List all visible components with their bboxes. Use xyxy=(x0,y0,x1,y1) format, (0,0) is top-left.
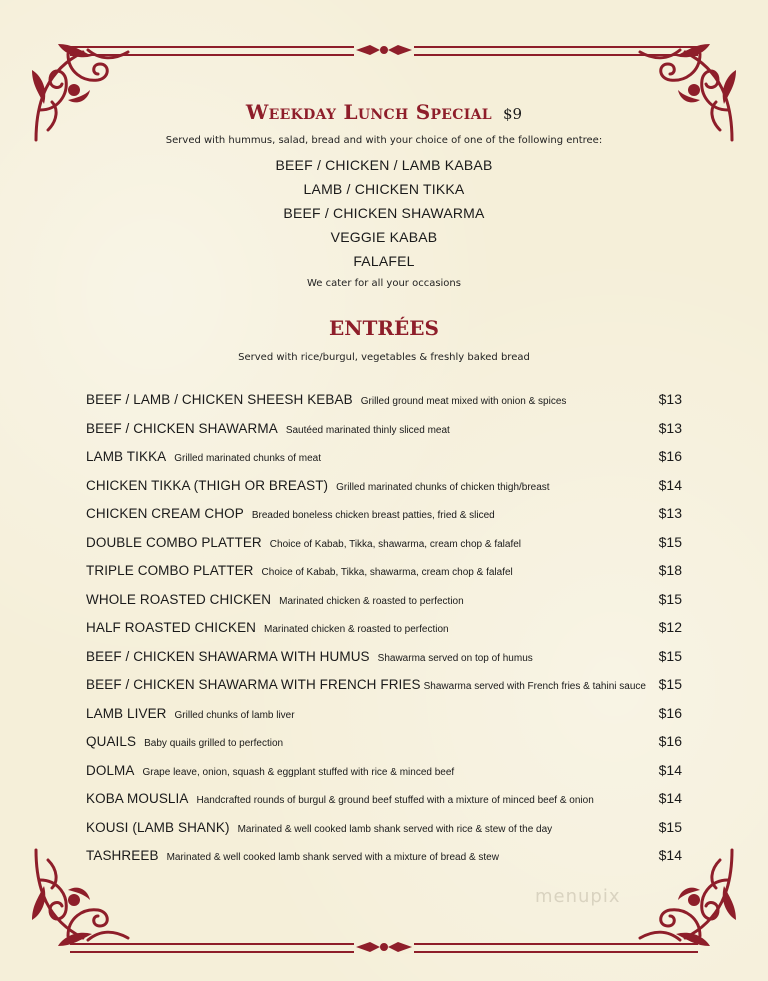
entree-name: DOLMA xyxy=(86,762,135,778)
entree-price: $15 xyxy=(658,590,682,607)
entree-price: $14 xyxy=(658,847,682,863)
entree-item xyxy=(86,385,682,414)
entree-name: QUAILS xyxy=(86,734,137,749)
entree-name: TRIPLE COMBO PLATTER xyxy=(86,563,254,578)
entree-price: $18 xyxy=(658,562,682,578)
entree-name: LAMB LIVER xyxy=(86,705,167,721)
entree-description: Choice of Kabab, Tikka, shawarma, cream chop & falafel xyxy=(261,567,513,578)
entree-item xyxy=(86,556,682,585)
entree-name: KOBA MOUSLIA xyxy=(86,791,189,806)
entree-price: $16 xyxy=(658,733,682,749)
entree-item xyxy=(86,784,682,813)
entree-item xyxy=(86,414,682,443)
top-divider-ornament-icon xyxy=(354,43,414,57)
entree-name: WHOLE ROASTED CHICKEN xyxy=(86,591,272,607)
entree-name: BEEF / CHICKEN SHAWARMA xyxy=(86,420,278,436)
lunch-special-list xyxy=(0,153,768,273)
lunch-special-price: $9 xyxy=(502,105,523,123)
entree-description: Grape leave, onion, squash & eggplant stuffed with rice & minced beef xyxy=(142,766,455,778)
entree-price: $13 xyxy=(658,505,682,521)
lunch-item: BEEF / CHICKEN SHAWARMA xyxy=(283,205,485,221)
entree-item xyxy=(86,442,682,471)
entree-description: Marinated chicken & roasted to perfection xyxy=(279,595,464,607)
entree-item xyxy=(86,528,682,557)
entree-item xyxy=(86,727,682,756)
entrees-title: ENTRÉES xyxy=(329,316,439,340)
corner-flourish-icon xyxy=(630,40,740,150)
entree-description: Handcrafted rounds of burgul & ground beef stuffed with a mixture of minced beef & onion xyxy=(196,795,594,806)
entree-item xyxy=(86,699,682,728)
entree-price: $14 xyxy=(658,476,682,493)
lunch-special-header xyxy=(0,100,768,124)
watermark-logo: menupix xyxy=(535,886,621,907)
entree-item xyxy=(86,499,682,528)
corner-flourish-icon xyxy=(28,40,138,150)
entree-price: $13 xyxy=(658,391,682,407)
entree-price: $12 xyxy=(658,619,682,635)
entree-item xyxy=(86,841,682,870)
entree-item xyxy=(86,471,682,500)
lunch-item: FALAFEL xyxy=(353,253,415,269)
lunch-special-subtitle: Served with hummus, salad, bread and with your choice of one of the following entree: xyxy=(165,135,603,146)
entree-item xyxy=(86,585,682,614)
entree-description: Marinated chicken & roasted to perfection xyxy=(264,624,449,635)
entree-item xyxy=(86,613,682,642)
entree-price: $15 xyxy=(658,533,682,550)
entree-price: $15 xyxy=(658,818,682,835)
entree-name: HALF ROASTED CHICKEN xyxy=(86,620,257,635)
entrees-subtitle: Served with rice/burgul, vegetables & freshly baked bread xyxy=(238,352,530,363)
entree-description: Shawarma served with French fries & tahini sauce xyxy=(423,681,646,692)
entree-item xyxy=(86,813,682,842)
entree-description: Shawarma served on top of humus xyxy=(377,652,533,664)
entree-item xyxy=(86,642,682,671)
entree-item xyxy=(86,670,682,699)
entree-price: $16 xyxy=(658,448,682,464)
entrees-list xyxy=(86,385,682,870)
lunch-item: VEGGIE KABAB xyxy=(330,229,438,245)
entree-name: LAMB TIKKA xyxy=(86,449,167,464)
lunch-special-title: Weekday Lunch Special xyxy=(245,100,492,124)
cater-note: We cater for all your occasions xyxy=(307,278,461,289)
entree-name: CHICKEN TIKKA (THIGH OR BREAST) xyxy=(86,477,329,493)
entree-name: BEEF / CHICKEN SHAWARMA WITH FRENCH FRIES xyxy=(86,677,421,692)
entree-description: Grilled marinated chunks of meat xyxy=(174,453,322,464)
entree-price: $16 xyxy=(658,704,682,721)
bottom-divider-ornament-icon xyxy=(354,940,414,954)
entree-name: BEEF / LAMB / CHICKEN SHEESH KEBAB xyxy=(86,392,353,407)
entree-name: TASHREEB xyxy=(86,848,159,863)
entree-description: Choice of Kabab, Tikka, shawarma, cream chop & falafel xyxy=(269,538,522,550)
entree-description: Marinated & well cooked lamb shank served with a mixture of bread & stew xyxy=(166,852,499,863)
entree-price: $15 xyxy=(658,676,682,692)
entree-description: Baby quails grilled to perfection xyxy=(144,738,284,749)
entree-description: Grilled ground meat mixed with onion & spices xyxy=(360,396,567,407)
entree-price: $13 xyxy=(658,419,682,436)
entree-price: $14 xyxy=(658,761,682,778)
entree-price: $14 xyxy=(658,790,682,806)
entree-name: KOUSI (LAMB SHANK) xyxy=(86,819,230,835)
entree-item xyxy=(86,756,682,785)
entree-description: Marinated & well cooked lamb shank served with rice & stew of the day xyxy=(237,823,553,835)
lunch-item: BEEF / CHICKEN / LAMB KABAB xyxy=(275,157,493,173)
entree-description: Grilled chunks of lamb liver xyxy=(174,709,295,721)
lunch-item: LAMB / CHICKEN TIKKA xyxy=(303,181,465,197)
entree-name: CHICKEN CREAM CHOP xyxy=(86,506,244,521)
entree-price: $15 xyxy=(658,647,682,664)
entree-description: Breaded boneless chicken breast patties, fried & sliced xyxy=(251,510,495,521)
entree-description: Sautéed marinated thinly sliced meat xyxy=(285,424,450,436)
entree-name: BEEF / CHICKEN SHAWARMA WITH HUMUS xyxy=(86,648,370,664)
entree-name: DOUBLE COMBO PLATTER xyxy=(86,534,262,550)
entree-description: Grilled marinated chunks of chicken thigh/breast xyxy=(336,481,550,493)
